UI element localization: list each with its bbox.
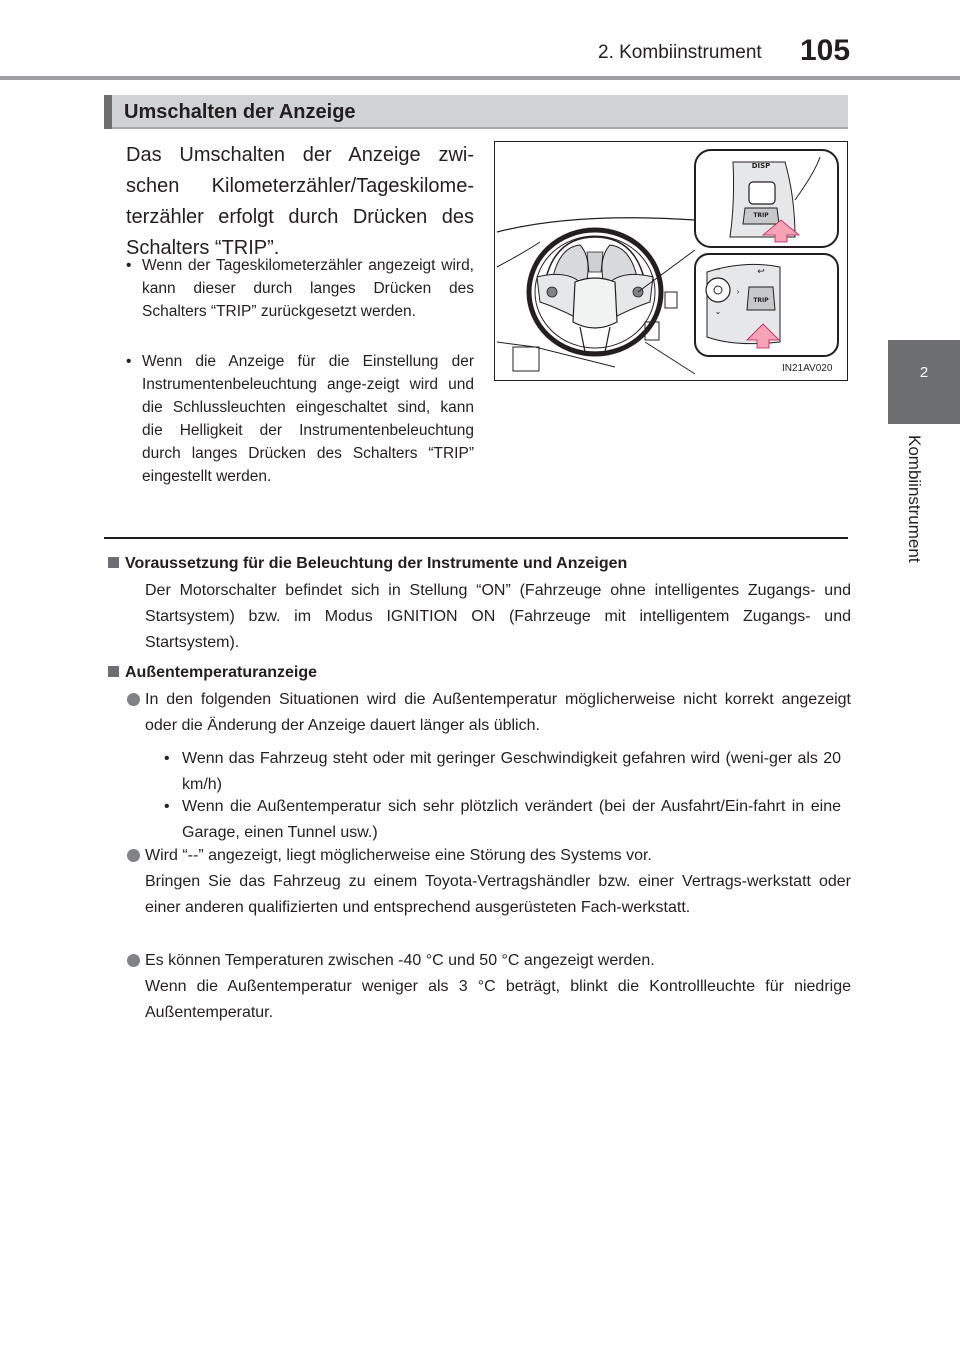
bullet-mark: • <box>126 353 132 370</box>
right-arrow-icon: › <box>736 287 740 296</box>
note-paragraph: Der Motorschalter befindet sich in Stellung “ON” (Fahrzeuge ohne intelligentes Zugangs- und Startsystem) bzw. im Modus IGNITION ON (Fahrzeuge mit intelligentem Zugangs- und Startsystem). <box>145 582 851 651</box>
square-bullet-icon <box>108 666 119 677</box>
running-header-chapter: 2. Kombiinstrument <box>598 42 762 63</box>
circle-bullet-icon <box>127 954 140 967</box>
note-item: In den folgenden Situationen wird die Außentemperatur möglicherweise nicht korrekt angezeigt oder die Änderung der Anzeige dauert länger als üblich. <box>145 691 851 734</box>
figure-code: IN21AV020 <box>782 363 833 374</box>
up-arrow-icon: ⌃ <box>714 267 722 276</box>
square-bullet-icon <box>108 557 119 568</box>
note-subitem: • Wenn die Außentemperatur sich sehr plötzlich verändert (bei der Ausfahrt/Ein-fahrt in eine Garage, einen Tunnel usw.) <box>164 794 841 846</box>
note-item-continuation: Wenn die Außentemperatur weniger als 3 °C beträgt, blinkt die Kontrollleuchte für niedrige Außentemperatur. <box>145 978 851 1021</box>
note-heading: Außentemperaturanzeige <box>108 664 317 682</box>
chapter-tab-label: Kombiinstrument <box>905 435 924 563</box>
intro-bullet <box>126 254 474 323</box>
trip-label: TRIP <box>753 212 769 219</box>
trip-label-2: TRIP <box>753 297 769 304</box>
section-title: Umschalten der Anzeige <box>124 101 356 123</box>
back-icon: ↩ <box>757 266 765 276</box>
section-rule <box>104 537 848 539</box>
section-heading-marker <box>104 95 112 129</box>
chapter-tab-number: 2 <box>919 364 929 381</box>
bullet-text: Wenn der Tageskilometerzähler angezeigt wird, kann dieser durch langes Drücken des Schalters “TRIP” zurückgesetzt werden. <box>142 257 474 320</box>
note-item: Es können Temperaturen zwischen -40 °C und 50 °C angezeigt werden. <box>145 952 655 969</box>
down-arrow-icon: ⌄ <box>714 307 722 316</box>
chapter-side-tab <box>888 340 960 424</box>
note-subitem: • Wenn das Fahrzeug steht oder mit geringer Geschwindigkeit gefahren wird (weni-ger als 20 km/h) <box>164 746 841 798</box>
bullet-text: Wenn die Anzeige für die Einstellung der Instrumentenbeleuchtung ange-zeigt wird und die Schlussleuchten eingeschaltet sind, kann die Helligkeit der Instrumentenbeleuchtung durch langes Drücken des Schalters “TRIP” eingestellt werden. <box>142 353 474 485</box>
circle-bullet-icon <box>127 693 140 706</box>
intro-bullet <box>126 350 474 488</box>
bullet-mark: • <box>164 798 170 815</box>
steering-wheel-illustration <box>494 141 848 381</box>
note-item: Wird “--” angezeigt, liegt möglicherweise eine Störung des Systems vor. <box>145 847 652 864</box>
bullet-mark: • <box>164 750 170 767</box>
bullet-mark: • <box>126 257 132 274</box>
steering-wheel-drawing <box>495 142 846 379</box>
section-intro-text: Das Umschalten der Anzeige zwi-schen Kilometerzähler/Tageskilome-terzähler erfolgt durch Drücken des Schalters “TRIP”. <box>126 144 474 259</box>
circle-bullet-icon <box>127 849 140 862</box>
disp-label: DISP <box>751 162 771 170</box>
note-item-continuation: Bringen Sie das Fahrzeug zu einem Toyota-Vertragshändler bzw. einer Vertrags-werkstatt oder einer anderen qualifizierten und entsprechend ausgerüsteten Fach-werkstatt. <box>145 873 851 916</box>
page-number: 105 <box>800 34 851 67</box>
note-heading: Voraussetzung für die Beleuchtung der Instrumente und Anzeigen <box>108 555 627 573</box>
header-rule <box>0 76 960 80</box>
